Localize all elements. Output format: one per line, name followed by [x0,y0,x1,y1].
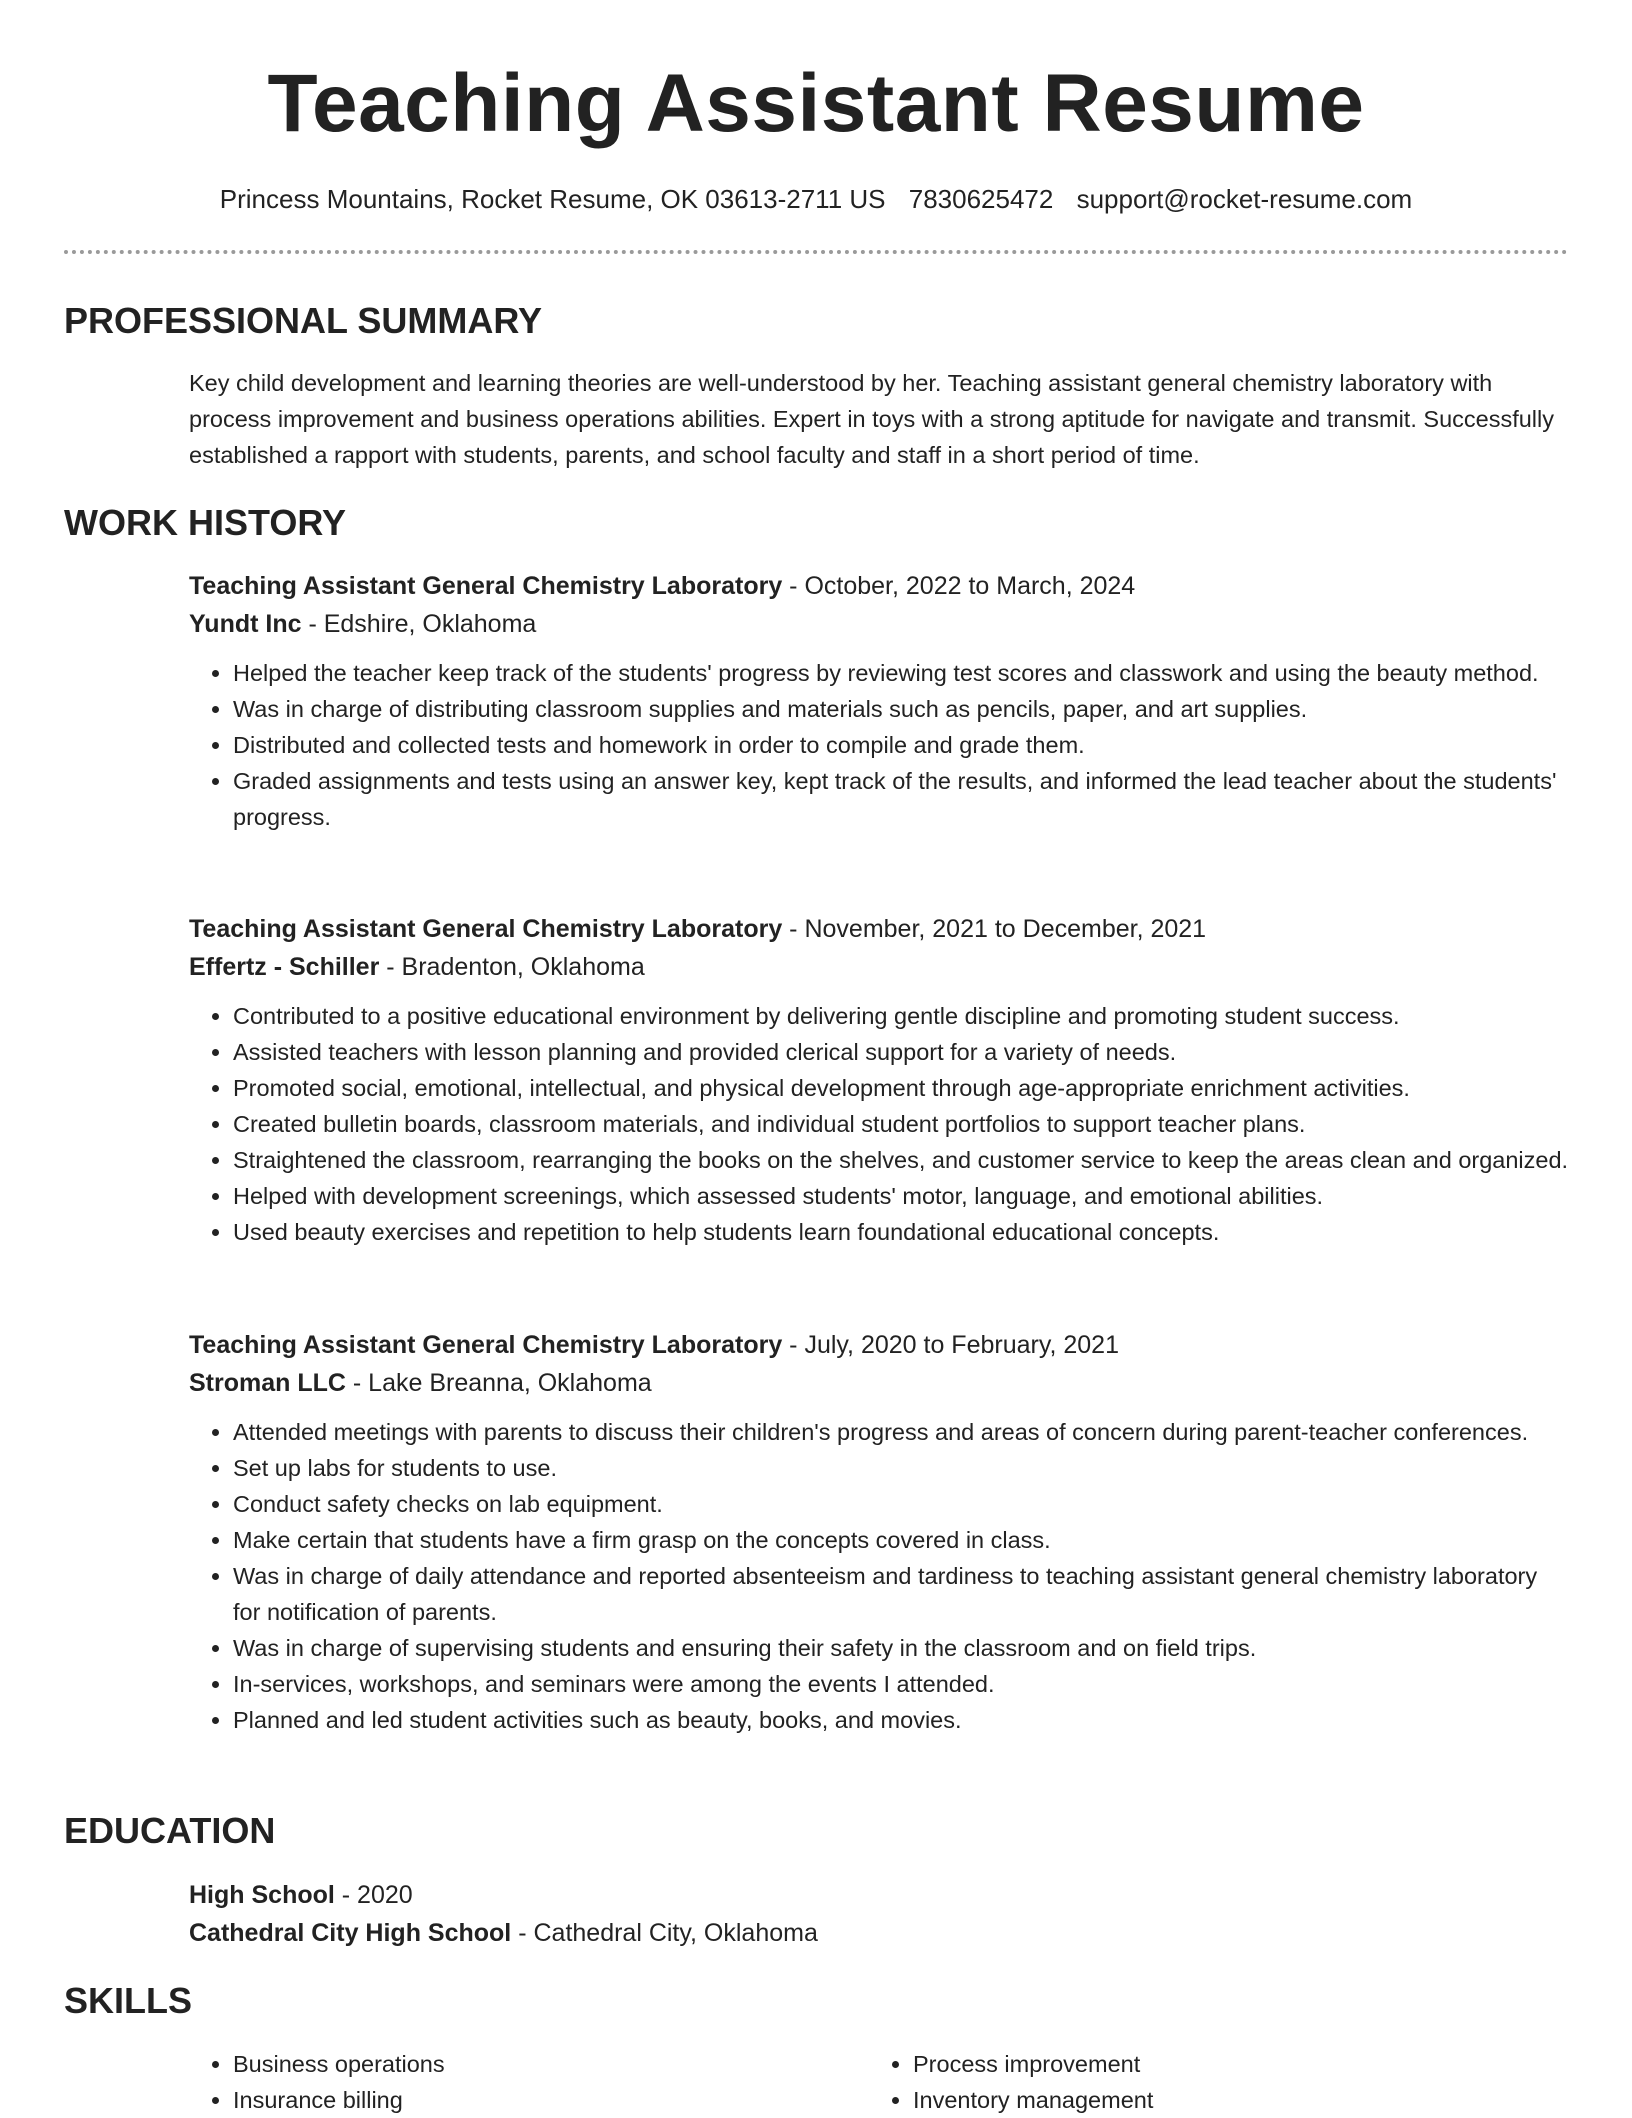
job-bullet: • Used beauty exercises and repetition to help students learn foundational educational concepts. [233,1214,1569,1250]
job-bullet: • Contributed to a positive educational environment by delivering gentle discipline and promoting student success. [233,998,1569,1034]
education-block [189,1876,1569,1952]
skill-item: • Inventory management [913,2082,1549,2118]
job-bullet: • Helped with development screenings, which assessed students' motor, language, and emotional abilities. [233,1178,1569,1214]
skills-columns [189,2046,1569,2118]
job-bullets [189,655,1569,835]
job-bullet: • Was in charge of distributing classroom supplies and materials such as pencils, paper, and art supplies. [233,691,1569,727]
contact-address: Princess Mountains, Rocket Resume, OK 03613-2711 US [219,184,886,214]
job-location: - Lake Breanna, Oklahoma [345,1369,652,1397]
job-bullet: • Assisted teachers with lesson planning and provided clerical support for a variety of needs. [233,1034,1569,1070]
job-bullet: • Conduct safety checks on lab equipment. [233,1486,1569,1522]
job-dates: - November, 2021 to December, 2021 [782,915,1207,943]
education-heading: EDUCATION [64,1810,276,1851]
job-company-line [189,1364,1569,1402]
summary-heading: PROFESSIONAL SUMMARY [64,300,543,341]
resume-title: Teaching Assistant Resume [267,58,1365,149]
job-title: Teaching Assistant General Chemistry Laboratory [189,915,783,943]
job-bullet: • Graded assignments and tests using an answer key, kept track of the results, and informed the lead teacher about the students' progress. [233,763,1569,835]
job-bullet: • Helped the teacher keep track of the students' progress by reviewing test scores and classwork and using the beauty method. [233,655,1569,691]
job-title-line [189,1326,1569,1364]
job-dates: - October, 2022 to March, 2024 [782,572,1136,600]
contact-email: support@rocket-resume.com [1076,184,1413,214]
header-divider [64,250,1568,254]
education-school-line [189,1914,1569,1952]
job-location: - Bradenton, Oklahoma [379,953,645,981]
summary-text: Key child development and learning theories are well-understood by her. Teaching assistant general chemistry laboratory with process improvement and business operations abilities. Expert in toys with a strong aptitude for navigate and transmit. Successfully established a rapport with students, parents, and school faculty and staff in a short period of time. [189,370,1554,468]
job-entry [189,1326,1569,1738]
job-company: Stroman LLC [189,1369,346,1397]
job-title: Teaching Assistant General Chemistry Laboratory [189,1331,783,1359]
education-degree-line [189,1876,1569,1914]
job-bullet: • In-services, workshops, and seminars were among the events I attended. [233,1666,1569,1702]
job-bullet: • Make certain that students have a firm grasp on the concepts covered in class. [233,1522,1569,1558]
job-bullet: • Planned and led student activities such as beauty, books, and movies. [233,1702,1569,1738]
skills-list-right [869,2046,1549,2118]
job-company: Yundt Inc [189,610,302,638]
job-bullets [189,998,1569,1250]
education-location: - Cathedral City, Oklahoma [511,1919,818,1947]
job-bullet: • Promoted social, emotional, intellectual, and physical development through age-appropriate enrichment activities. [233,1070,1569,1106]
job-company: Effertz - Schiller [189,953,380,981]
skills-block [189,2046,1569,2118]
job-bullet: • Distributed and collected tests and homework in order to compile and grade them. [233,727,1569,763]
job-location: - Edshire, Oklahoma [301,610,537,638]
skill-item: • Insurance billing [233,2082,869,2118]
job-entry [189,567,1569,835]
job-bullet: • Attended meetings with parents to discuss their children's progress and areas of concern during parent-teacher conferences. [233,1414,1569,1450]
job-bullet: • Was in charge of supervising students and ensuring their safety in the classroom and on field trips. [233,1630,1569,1666]
education-year: - 2020 [334,1881,413,1909]
job-bullet: • Created bulletin boards, classroom materials, and individual student portfolios to support teacher plans. [233,1106,1569,1142]
skills-heading: SKILLS [64,1980,193,2021]
skills-list-left [189,2046,869,2118]
work-history-heading: WORK HISTORY [64,502,347,543]
job-bullet: • Set up labs for students to use. [233,1450,1569,1486]
education-school: Cathedral City High School [189,1919,512,1947]
job-title-line [189,910,1569,948]
contact-line [0,180,1632,218]
job-company-line [189,605,1569,643]
job-dates: - July, 2020 to February, 2021 [782,1331,1119,1359]
job-bullet: • Straightened the classroom, rearranging the books on the shelves, and customer service to keep the areas clean and organized. [233,1142,1569,1178]
education-degree: High School [189,1881,335,1909]
job-title: Teaching Assistant General Chemistry Laboratory [189,572,783,600]
job-company-line [189,948,1569,986]
job-title-line [189,567,1569,605]
job-entry [189,910,1569,1250]
summary-block [189,365,1569,473]
contact-phone: 7830625472 [908,184,1054,214]
job-bullets [189,1414,1569,1738]
skill-item: • Process improvement [913,2046,1549,2082]
skill-item: • Business operations [233,2046,869,2082]
job-bullet: • Was in charge of daily attendance and reported absenteeism and tardiness to teaching assistant general chemistry laboratory for notification of parents. [233,1558,1569,1630]
